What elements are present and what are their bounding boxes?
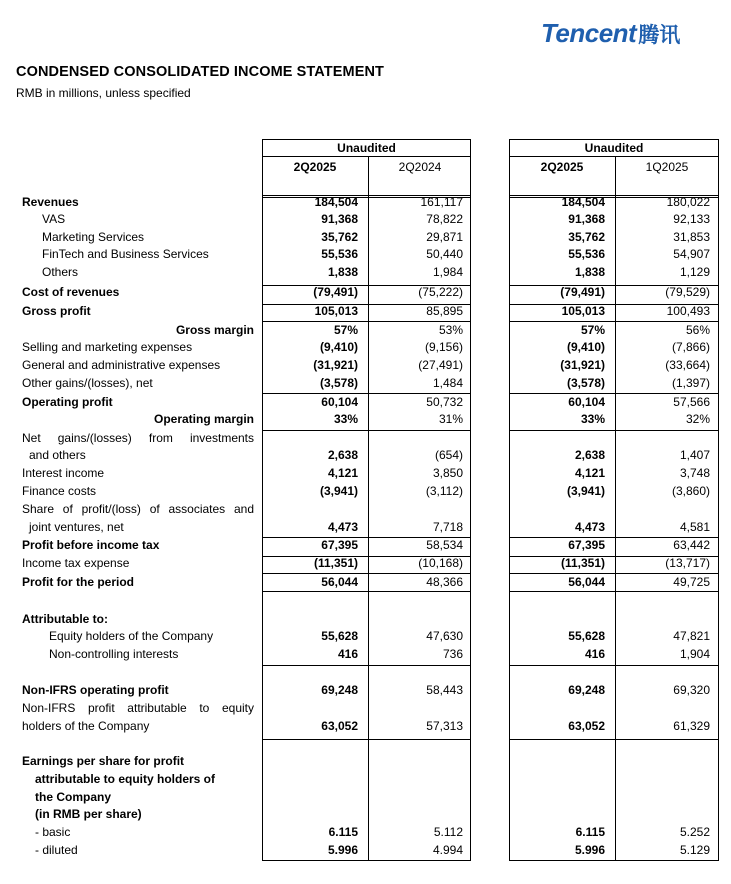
cell-value: (3,578) <box>319 376 358 390</box>
cell-value: (33,664) <box>665 358 710 372</box>
row-label: General and administrative expenses <box>22 358 221 372</box>
cell-value: 47,630 <box>426 629 463 643</box>
cell-value: 4.994 <box>432 843 463 857</box>
row-label: Revenues <box>22 195 79 209</box>
cell-value: (27,491) <box>418 358 463 372</box>
cell-value: 58,534 <box>426 538 463 552</box>
cell-value: 61,329 <box>673 719 710 733</box>
table-row <box>0 628 731 645</box>
cell-value: 1,838 <box>327 265 358 279</box>
cell-value: 31,853 <box>673 230 710 244</box>
cell-value: 33% <box>580 412 605 426</box>
cell-value: (75,222) <box>418 285 463 299</box>
cell-value: 1,984 <box>432 265 463 279</box>
cell-value: 184,504 <box>561 195 605 209</box>
table-row <box>0 411 731 428</box>
column-header-prior-quarter: 1Q2025 <box>645 160 689 174</box>
cell-value: 55,536 <box>568 247 605 261</box>
table-row <box>0 211 731 228</box>
cell-value: 7,718 <box>432 520 463 534</box>
row-label: Equity holders of the Company <box>49 629 214 643</box>
table-row <box>0 574 731 591</box>
cell-value: 4,121 <box>327 466 358 480</box>
cell-value: 55,628 <box>321 629 358 643</box>
cell-value: (79,529) <box>665 285 710 299</box>
cell-value: 1,129 <box>679 265 710 279</box>
table-row <box>0 718 731 735</box>
cell-value: 3,748 <box>679 466 710 480</box>
column-header-current: 2Q2025 <box>293 160 337 174</box>
cell-value: (11,351) <box>560 556 605 570</box>
cell-value: 56,044 <box>568 575 605 589</box>
cell-value: 57% <box>333 323 358 337</box>
cell-value: (3,112) <box>425 484 463 498</box>
row-label: Operating profit <box>22 395 113 409</box>
cell-value: 1,407 <box>679 448 710 462</box>
cell-value: 35,762 <box>321 230 358 244</box>
cell-value: 31% <box>438 412 463 426</box>
row-label: Non-controlling interests <box>49 647 179 661</box>
table-row <box>0 824 731 841</box>
cell-value: 55,628 <box>568 629 605 643</box>
table-row <box>0 339 731 356</box>
row-label: (in RMB per share) <box>35 807 142 821</box>
table-row <box>0 682 731 699</box>
cell-value: 1,484 <box>432 376 463 390</box>
row-label: Cost of revenues <box>22 285 120 299</box>
cell-value: 416 <box>584 647 605 661</box>
cell-value: 78,822 <box>426 212 463 226</box>
row-label: Interest income <box>22 466 105 480</box>
table-row <box>0 806 731 823</box>
cell-value: 63,052 <box>568 719 605 733</box>
row-label: Non-IFRS operating profit <box>22 683 169 697</box>
cell-value: 105,013 <box>561 304 605 318</box>
table-row <box>0 537 731 554</box>
cell-value: 67,395 <box>321 538 358 552</box>
cell-value: 69,248 <box>321 683 358 697</box>
cell-value: 5.252 <box>679 825 710 839</box>
table-row <box>0 700 731 717</box>
cell-value: 5.112 <box>433 825 463 839</box>
cell-value: 91,368 <box>568 212 605 226</box>
cell-value: (9,410) <box>319 340 358 354</box>
row-label: VAS <box>42 212 66 226</box>
cell-value: 69,320 <box>673 683 710 697</box>
row-label: Selling and marketing expenses <box>22 340 193 354</box>
cell-value: 91,368 <box>321 212 358 226</box>
cell-value: 4,473 <box>574 520 605 534</box>
cell-value: (3,578) <box>566 376 605 390</box>
row-label: Gross profit <box>22 304 91 318</box>
cell-value: (31,921) <box>313 358 358 372</box>
cell-value: 53% <box>438 323 463 337</box>
cell-value: (9,410) <box>566 340 605 354</box>
column-header-current: 2Q2025 <box>540 160 584 174</box>
cell-value: 180,022 <box>666 195 710 209</box>
cell-value: 57,566 <box>673 395 710 409</box>
cell-value: 56,044 <box>321 575 358 589</box>
table-row <box>0 394 731 411</box>
table-row <box>0 611 731 628</box>
cell-value: 67,395 <box>568 538 605 552</box>
row-label: the Company <box>35 790 112 804</box>
table-row <box>0 229 731 246</box>
row-label: - diluted <box>35 843 78 857</box>
unaudited-label: Unaudited <box>584 141 644 155</box>
cell-value: (13,717) <box>665 556 710 570</box>
row-label: Non-IFRS profit attributable to equity <box>22 701 254 715</box>
cell-value: (31,921) <box>560 358 605 372</box>
cell-value: 4,473 <box>327 520 358 534</box>
table-row <box>0 789 731 806</box>
row-label: Others <box>42 265 79 279</box>
cell-value: 57,313 <box>426 719 463 733</box>
unaudited-label: Unaudited <box>337 141 396 155</box>
cell-value: 69,248 <box>568 683 605 697</box>
cell-value: 5.129 <box>679 843 710 857</box>
table-row <box>0 194 731 211</box>
cell-value: (3,941) <box>566 484 605 498</box>
row-label: Share of profit/(loss) of associates and <box>22 502 254 516</box>
statement-title: CONDENSED CONSOLIDATED INCOME STATEMENT <box>16 64 385 80</box>
cell-value: (79,491) <box>313 285 358 299</box>
table-row <box>0 519 731 536</box>
cell-value: 184,504 <box>314 195 358 209</box>
cell-value: 4,121 <box>574 466 605 480</box>
table-row <box>0 430 731 447</box>
table-row <box>0 447 731 464</box>
table-row <box>0 375 731 392</box>
cell-value: 48,366 <box>426 575 463 589</box>
cell-value: 92,133 <box>673 212 710 226</box>
cell-value: 4,581 <box>679 520 710 534</box>
statement-subtitle: RMB in millions, unless specified <box>16 86 191 100</box>
cell-value: 2,638 <box>574 448 605 462</box>
cell-value: 35,762 <box>568 230 605 244</box>
row-label: Other gains/(losses), net <box>22 376 153 390</box>
column-header-prior-year: 2Q2024 <box>398 160 442 174</box>
cell-value: 2,638 <box>327 448 358 462</box>
cell-value: (3,941) <box>319 484 358 498</box>
row-label: Operating margin <box>153 412 254 426</box>
cell-value: 33% <box>333 412 358 426</box>
cell-value: (9,156) <box>424 340 463 354</box>
table-row <box>0 501 731 518</box>
table-row <box>0 465 731 482</box>
cell-value: 54,907 <box>673 247 710 261</box>
row-label: Finance costs <box>22 484 97 498</box>
cell-value: 55,536 <box>321 247 358 261</box>
cell-value: 57% <box>580 323 605 337</box>
row-label: Gross margin <box>175 323 254 337</box>
row-label: Profit for the period <box>22 575 134 589</box>
cell-value: 6.115 <box>575 825 605 839</box>
cell-value: 56% <box>685 323 710 337</box>
row-label: - basic <box>35 825 71 839</box>
table-row <box>0 555 731 572</box>
table-row <box>0 303 731 320</box>
table-row <box>0 646 731 663</box>
cell-value: 49,725 <box>673 575 710 589</box>
cell-value: 416 <box>337 647 358 661</box>
table-row <box>0 246 731 263</box>
tencent-logo <box>541 18 680 49</box>
row-label: Attributable to: <box>22 612 108 626</box>
row-label: and others <box>29 448 86 462</box>
row-label: Earnings per share for profit <box>22 754 185 768</box>
cell-value: 85,895 <box>426 304 463 318</box>
table-row <box>0 842 731 859</box>
table-row <box>0 483 731 500</box>
cell-value: 32% <box>685 412 710 426</box>
cell-value: (3,860) <box>671 484 710 498</box>
cell-value: 50,732 <box>426 395 463 409</box>
row-label: Income tax expense <box>22 556 130 570</box>
cell-value: 6.115 <box>328 825 358 839</box>
row-label: holders of the Company <box>22 719 150 733</box>
logo-chinese-text: 腾讯 <box>638 24 681 47</box>
cell-value: 60,104 <box>321 395 358 409</box>
cell-value: 1,838 <box>574 265 605 279</box>
table-row <box>0 357 731 374</box>
cell-value: 5.996 <box>327 843 358 857</box>
table-row <box>0 771 731 788</box>
cell-value: (11,351) <box>313 556 358 570</box>
row-label: joint ventures, net <box>29 520 124 534</box>
cell-value: 3,850 <box>432 466 463 480</box>
cell-value: 100,493 <box>666 304 710 318</box>
cell-value: (1,397) <box>671 376 710 390</box>
cell-value: 105,013 <box>314 304 358 318</box>
cell-value: 50,440 <box>426 247 463 261</box>
cell-value: 58,443 <box>426 683 463 697</box>
cell-value: 63,442 <box>673 538 710 552</box>
table-row <box>0 284 731 301</box>
table-row <box>0 264 731 281</box>
cell-value: (7,866) <box>671 340 710 354</box>
row-label: Net gains/(losses) from investments <box>22 431 254 445</box>
row-label: Profit before income tax <box>22 538 160 552</box>
cell-value: (654) <box>434 448 463 462</box>
cell-value: 47,821 <box>673 629 710 643</box>
logo-text: Tencent <box>541 18 637 48</box>
row-label: FinTech and Business Services <box>42 247 209 261</box>
cell-value: 60,104 <box>568 395 605 409</box>
cell-value: 63,052 <box>321 719 358 733</box>
cell-value: 1,904 <box>679 647 710 661</box>
cell-value: 736 <box>442 647 463 661</box>
cell-value: (79,491) <box>560 285 605 299</box>
cell-value: 5.996 <box>574 843 605 857</box>
cell-value: (10,168) <box>418 556 463 570</box>
table-row <box>0 322 731 339</box>
cell-value: 161,117 <box>420 195 463 209</box>
table-row <box>0 753 731 770</box>
cell-value: 29,871 <box>426 230 463 244</box>
row-label: Marketing Services <box>42 230 145 244</box>
row-label: attributable to equity holders of <box>35 772 216 786</box>
